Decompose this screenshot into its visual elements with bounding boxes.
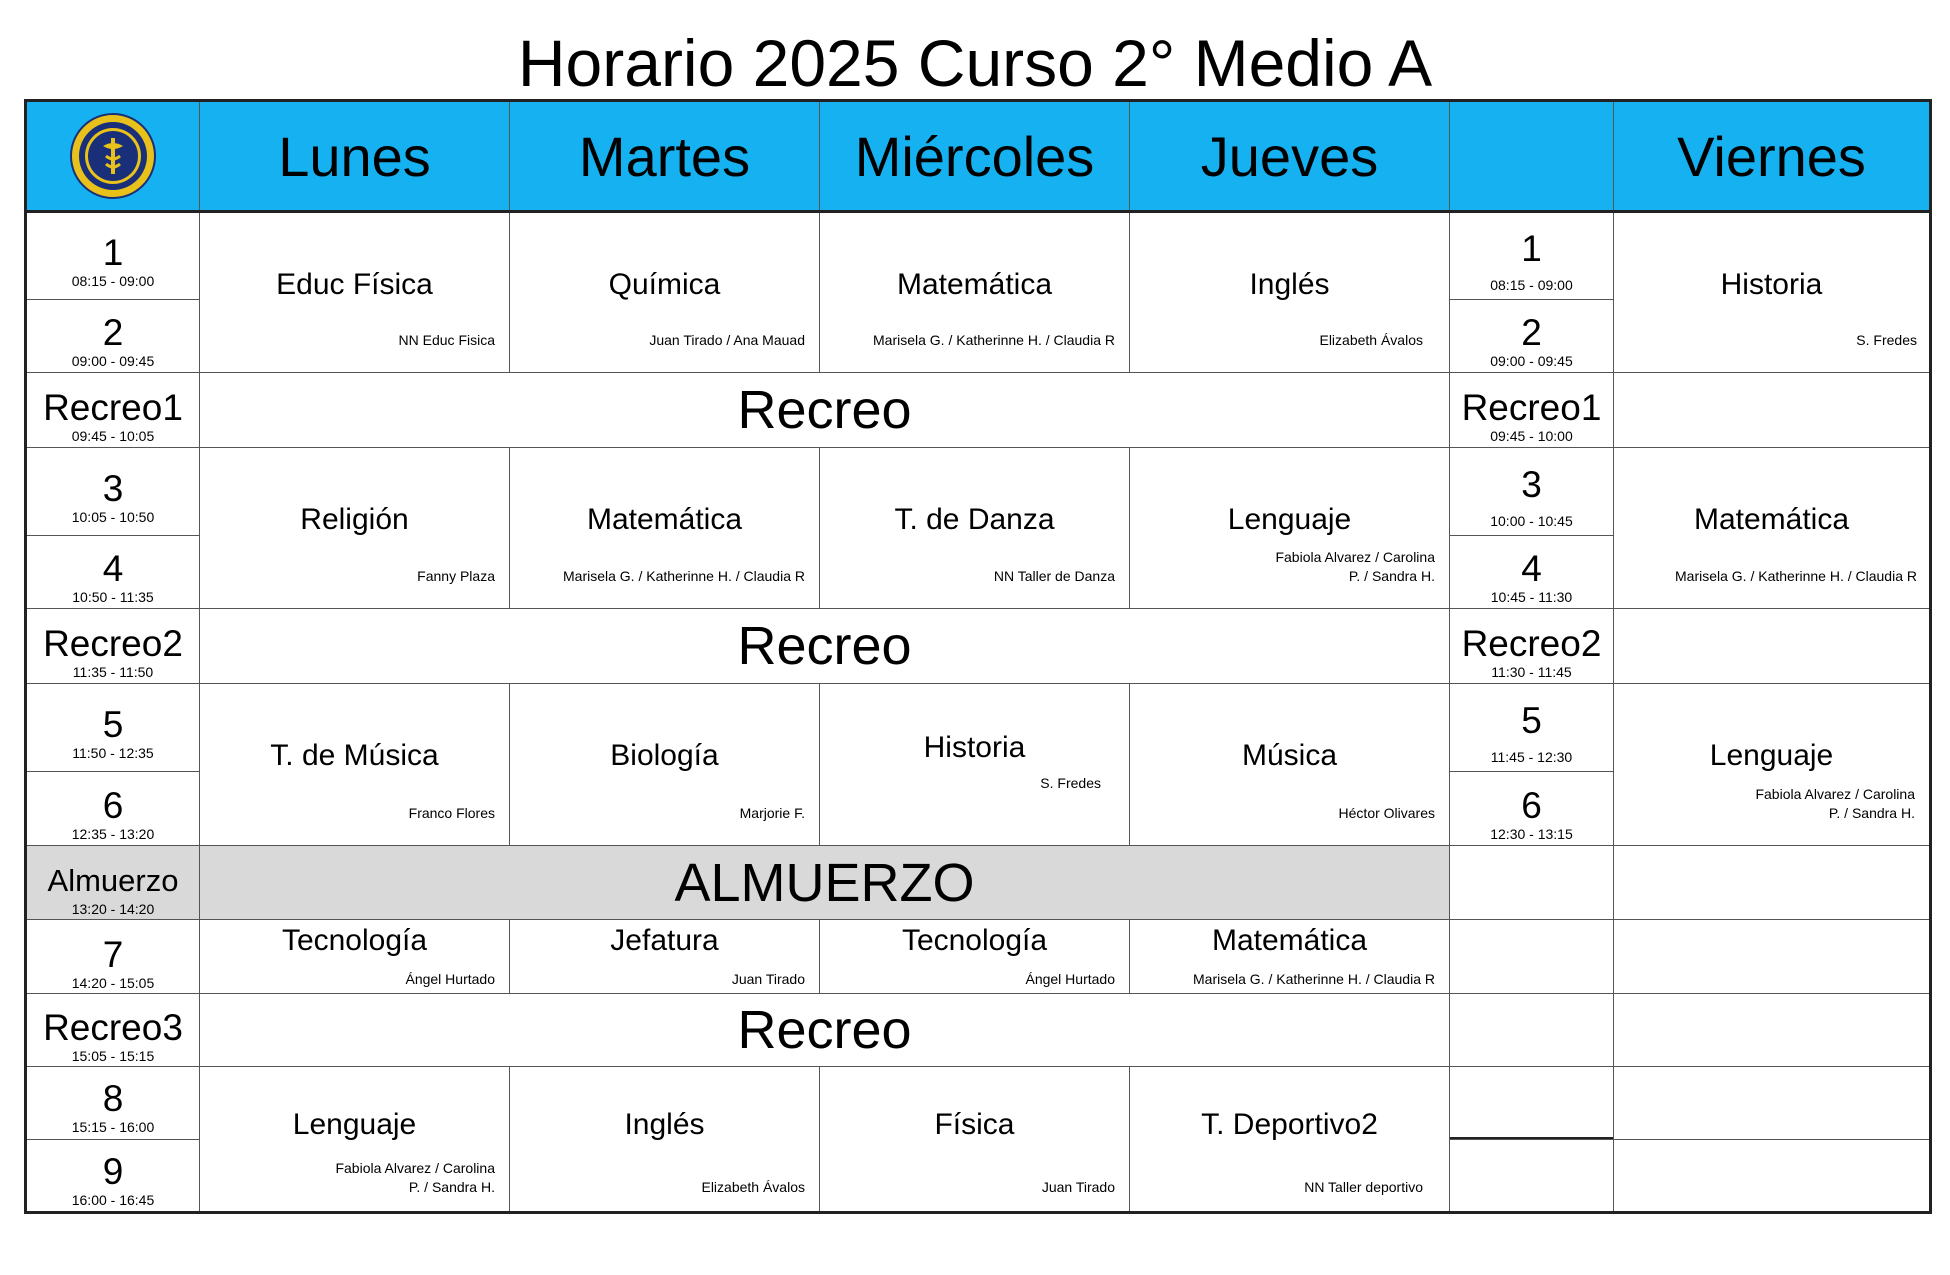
class-lunes-5: Lenguaje Fabiola Alvarez / Carolina P. / Sandra H.: [200, 1067, 510, 1213]
class-martes-5: Inglés Elizabeth Ávalos: [510, 1067, 820, 1213]
day-header-jueves: Jueves: [1130, 101, 1450, 212]
empty-right-9: [1450, 1140, 1614, 1213]
day-header-lunes: Lunes: [200, 101, 510, 212]
page-title: Horario 2025 Curso 2° Medio A: [517, 26, 1433, 100]
class-lunes-3: T. de Música Franco Flores: [200, 684, 510, 846]
class-jueves-3: Música Héctor Olivares: [1130, 684, 1450, 846]
break-recreo-3: Recreo: [200, 994, 1450, 1067]
row-slot-1: [26, 212, 1931, 300]
empty-right-almuerzo: [1450, 846, 1614, 920]
row-slot-8: [26, 1067, 1931, 1140]
slot-8: 8 15:15 - 16:00: [26, 1067, 200, 1140]
slot-3: 3 10:05 - 10:50: [26, 448, 200, 536]
class-martes-3: Biología Marjorie F.: [510, 684, 820, 846]
class-jueves-2: Lenguaje Fabiola Alvarez / Carolina P. / Sandra H.: [1130, 448, 1450, 609]
day-header-viernes: Viernes: [1614, 101, 1931, 212]
class-martes-4: Jefatura Juan Tirado: [510, 920, 820, 994]
row-almuerzo: [26, 846, 1931, 920]
schedule-table: [24, 99, 1932, 1214]
slot-right-1: 1 08:15 - 09:00: [1450, 212, 1614, 300]
class-miercoles-4: Tecnología Ángel Hurtado: [820, 920, 1130, 994]
class-viernes-1: Historia S. Fredes: [1614, 212, 1931, 373]
class-martes-2: Matemática Marisela G. / Katherinne H. / Claudia R: [510, 448, 820, 609]
slot-4: 4 10:50 - 11:35: [26, 536, 200, 609]
slot-right-4: 4 10:45 - 11:30: [1450, 536, 1614, 609]
class-viernes-3: Lenguaje Fabiola Alvarez / Carolina P. / Sandra H.: [1614, 684, 1931, 846]
class-miercoles-2: T. de Danza NN Taller de Danza: [820, 448, 1130, 609]
slot-right-2: 2 09:00 - 09:45: [1450, 300, 1614, 373]
school-crest-icon: [69, 112, 157, 200]
slot-recreo-1: Recreo1 09:45 - 10:05: [26, 373, 200, 448]
slot-recreo-2: Recreo2 11:35 - 11:50: [26, 609, 200, 684]
empty-viernes-almuerzo: [1614, 846, 1931, 920]
class-miercoles-1: Matemática Marisela G. / Katherinne H. / Claudia R: [820, 212, 1130, 373]
header-row: [26, 101, 1931, 212]
row-slot-7: [26, 920, 1931, 994]
slot-recreo-3: Recreo3 15:05 - 15:15: [26, 994, 200, 1067]
class-viernes-2: Matemática Marisela G. / Katherinne H. / Claudia R: [1614, 448, 1931, 609]
empty-viernes-9: [1614, 1140, 1931, 1213]
slot-6: 6 12:35 - 13:20: [26, 772, 200, 846]
class-lunes-1: Educ Física NN Educ Fisica: [200, 212, 510, 373]
row-recreo-3: [26, 994, 1931, 1067]
day-header-martes: Martes: [510, 101, 820, 212]
empty-viernes-7: [1614, 920, 1931, 994]
row-recreo-1: [26, 373, 1931, 448]
slot-5: 5 11:50 - 12:35: [26, 684, 200, 772]
slot-right-3: 3 10:00 - 10:45: [1450, 448, 1614, 536]
slot-1: 1 08:15 - 09:00: [26, 212, 200, 300]
slot-right-6: 6 12:30 - 13:15: [1450, 772, 1614, 846]
row-recreo-2: [26, 609, 1931, 684]
day-header-miercoles: Miércoles: [820, 101, 1130, 212]
header-blank: [1450, 101, 1614, 212]
slot-9: 9 16:00 - 16:45: [26, 1140, 200, 1213]
class-jueves-1: Inglés Elizabeth Ávalos: [1130, 212, 1450, 373]
row-slot-3: [26, 448, 1931, 536]
class-lunes-4: Tecnología Ángel Hurtado: [200, 920, 510, 994]
row-slot-5: [26, 684, 1931, 772]
logo-cell: [26, 101, 200, 212]
slot-2: 2 09:00 - 09:45: [26, 300, 200, 373]
break-almuerzo: ALMUERZO: [200, 846, 1450, 920]
slot-right-5: 5 11:45 - 12:30: [1450, 684, 1614, 772]
empty-viernes-recreo-3: [1614, 994, 1931, 1067]
empty-right-recreo-3: [1450, 994, 1614, 1067]
class-miercoles-5: Física Juan Tirado: [820, 1067, 1130, 1213]
class-jueves-5: T. Deportivo2 NN Taller deportivo: [1130, 1067, 1450, 1213]
slot-almuerzo: Almuerzo 13:20 - 14:20: [26, 846, 200, 920]
empty-right-7: [1450, 920, 1614, 994]
slot-right-recreo-1: Recreo1 09:45 - 10:00: [1450, 373, 1614, 448]
break-recreo-1: Recreo: [200, 373, 1450, 448]
class-lunes-2: Religión Fanny Plaza: [200, 448, 510, 609]
slot-7: 7 14:20 - 15:05: [26, 920, 200, 994]
break-recreo-2: Recreo: [200, 609, 1450, 684]
empty-viernes-8: [1614, 1067, 1931, 1140]
class-miercoles-3: Historia S. Fredes: [820, 684, 1130, 846]
empty-viernes-recreo-2: [1614, 609, 1931, 684]
empty-right-8: [1450, 1067, 1614, 1140]
class-jueves-4: Matemática Marisela G. / Katherinne H. / Claudia R: [1130, 920, 1450, 994]
empty-viernes-recreo-1: [1614, 373, 1931, 448]
slot-right-recreo-2: Recreo2 11:30 - 11:45: [1450, 609, 1614, 684]
class-martes-1: Química Juan Tirado / Ana Mauad: [510, 212, 820, 373]
